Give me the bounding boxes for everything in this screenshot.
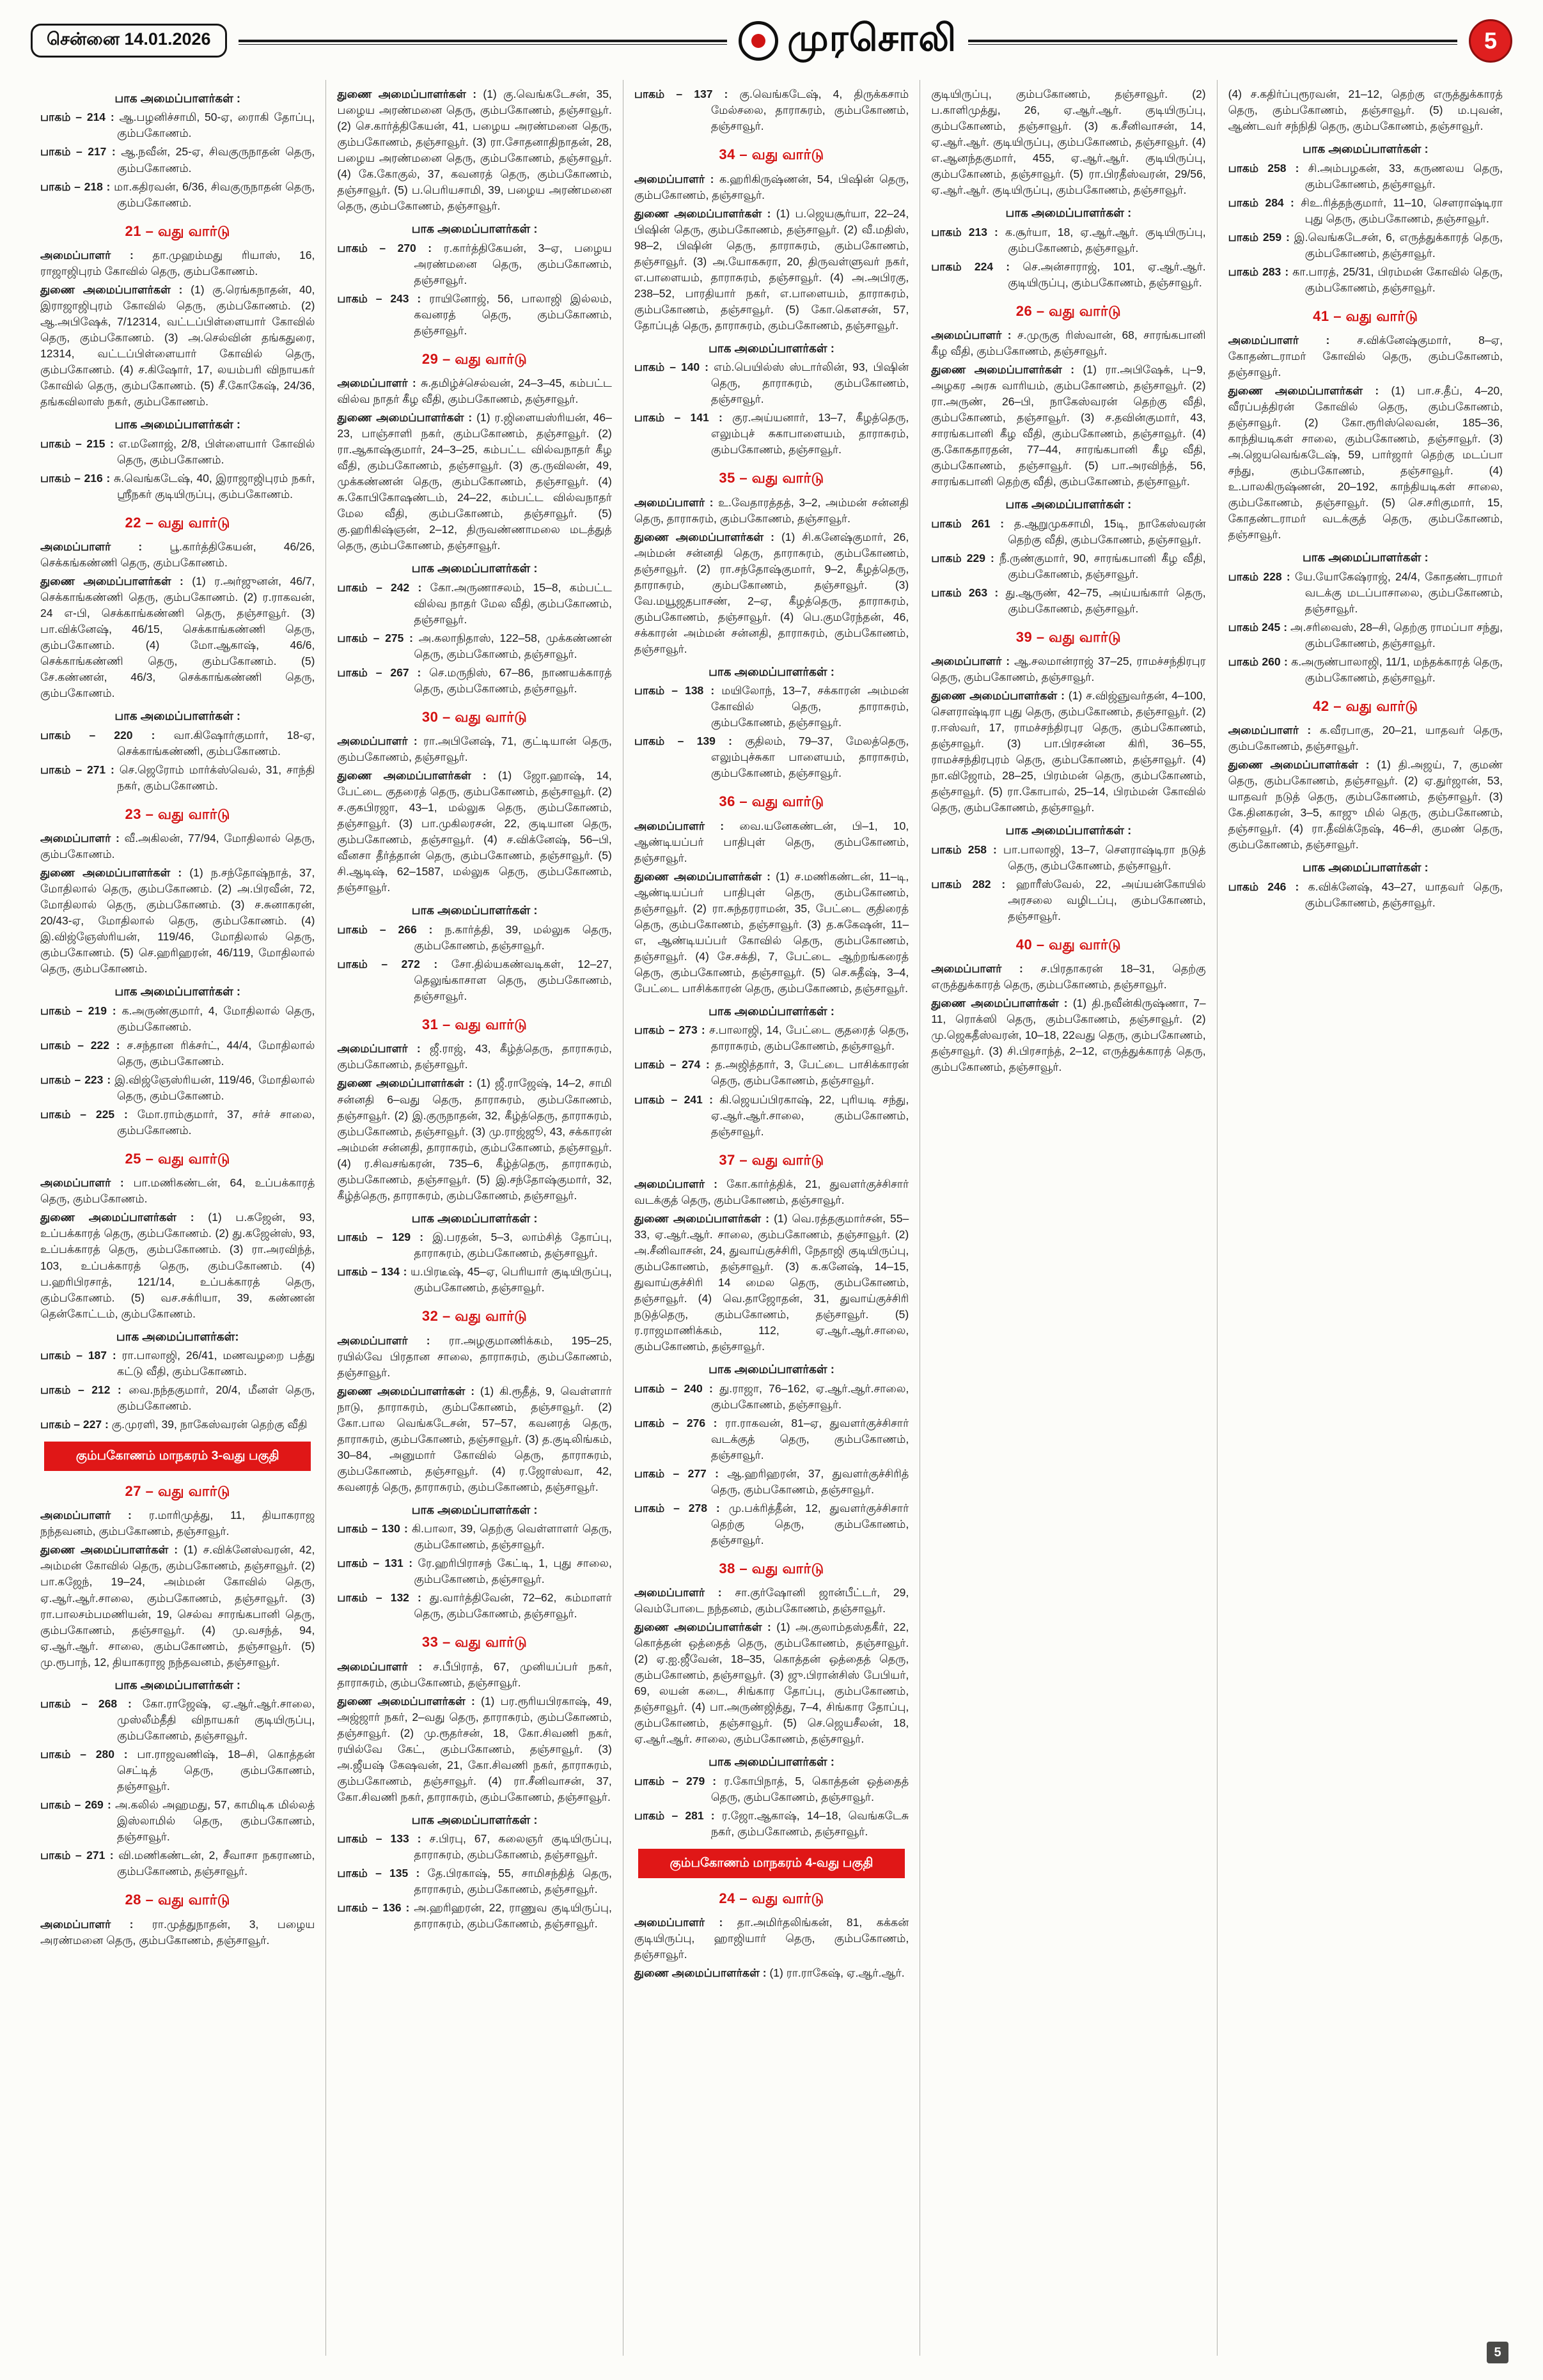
role-label: பாகம் – 219 : [40, 1004, 122, 1017]
header-rule-left [239, 40, 728, 42]
section-subhead: பாக அமைப்பாளர்கள் : [1302, 550, 1429, 564]
role-paragraph: துணை அமைப்பாளர்கள் : (1) ஜோ.ஹாஷ், 14, பேட்டை குதரைத் தெரு, கும்பகோணம், தஞ்சாவூர். (2) ச.குகபிரஜா, 43–1, மல்லுக தெரு, கும்பகோணம், தஞ்சாவூர். (3) பா.முகிலரசன், 22, குடியான தெரு, கும்பகோணம், தஞ்சாவூர். (4) ச.விக்னேஷ், 56–பி, வீனசா தீர்த்தான் தெரு, கும்பகோணம், தஞ்சாவூர். (5) சி.ஆடிஷ், 62–1587, மல்லுக தெரு, கும்பகோணம், தஞ்சாவூர். [337, 769, 612, 894]
role-label: துணை அமைப்பாளர்கள் : [337, 769, 498, 782]
role-label: பாகம் – 268 : [40, 1697, 143, 1711]
role-label: பாகம் 213 : [931, 225, 1005, 238]
role-paragraph: துணை அமைப்பாளர்கள் : (1) ப.கஜேன், 93, உப்பக்காரத் தெரு, கும்பகோணம். (2) து.கஜேன்ஸ், 93, உப்பக்காரத் தெரு, கும்பகோணம். (3) ரா.அரவிந்த், 103, உப்பக்காரத் தெரு, கும்பகோணம். (4) ப.ஹரிபிரசாத், 121/14, உப்பக்காரத் தெரு, கும்பகோணம். (5) வச.சக்ரியா, 39, கண்ணன் தென்கோட்டம், கும்பகோணம். [40, 1211, 315, 1320]
role-label: பாகம் – 222 : [40, 1038, 127, 1052]
role-label: அமைப்பாளர் : [40, 540, 170, 554]
role-label: பாகம் – 270 : [337, 241, 444, 254]
role-paragraph: அமைப்பாளர் : பா.மணிகண்டன், 64, உப்பக்காரத் தெரு, கும்பகோணம். [40, 1176, 315, 1206]
role-paragraph: துணை அமைப்பாளர்கள் : (1) தி.அஜய், 7, குமண் தெரு, கும்பகோணம், தஞ்சாவூர். (2) ஏ.துர்ஜான், 53, யாதவர் நடுத் தெரு, கும்பகோணம், தஞ்சாவூர். (3) கே.தினகரன், 3–5, காஜு மில் தெரு, கும்பகோணம், தஞ்சாவூர். (4) ரா.தீவிக்நேஷ், 46–சி, குமண் தெரு, கும்பகோணம், தஞ்சாவூர். [1228, 758, 1503, 852]
part-entry: பாகம் – 272 : சோ.தில்யகண்வடிகள், 12–27, தெலுங்காசாள தெரு, கும்பகோணம், தஞ்சாவூர். [337, 957, 612, 1002]
part-entry: பாகம் – 217 : ஆ.நவீன், 25-ஏ, சிவகுருநாதன் தெரு, கும்பகோணம். [40, 145, 315, 175]
role-label: அமைப்பாளர் : [337, 1042, 430, 1055]
part-entry: பாகம் 258 : சி.அம்பழகன், 33, கருணலய தெரு, கும்பகோணம், தஞ்சாவூர். [1228, 161, 1503, 191]
part-entry: பாகம் – 276 : ரா.ராகவன், 81–ஏ, துவளர்குச்சிசார் வடக்குத் தெரு, கும்பகோணம், தஞ்சாவூர். [634, 1416, 909, 1461]
part-entry: பாகம் 224 : செ.அன்சாராஜ், 101, ஏ.ஆர்.ஆர். குடியிருப்பு, கும்பகோணம், தஞ்சாவூர். [931, 260, 1206, 289]
role-label: துணை அமைப்பாளர்கள் : [40, 1211, 208, 1224]
role-label: பாகம் – 215 : [40, 437, 119, 450]
part-entry: பாகம் 282 : ஹாரீஸ்வேல், 22, அய்யன்கோயில் அரசலை வழிடப்பு, கும்பகோணம், தஞ்சாவூர். [931, 877, 1206, 922]
role-label: துணை அமைப்பாளர்கள் : [40, 283, 191, 297]
ward-heading: 23 – வது வார்டு [125, 805, 230, 822]
part-entry: பாகம் 283 : கா.பாரத், 25/31, பிரம்மன் கோவில் தெரு, கும்பகோணம், தஞ்சாவூர். [1228, 265, 1503, 294]
role-paragraph: அமைப்பாளர் : வீ.அகிலன், 77/94, மோதிலால் தெரு, கும்பகோணம். [40, 832, 315, 861]
footer-page-number: 5 [1487, 2342, 1508, 2363]
role-label: பாகம் – 187 : [40, 1349, 122, 1362]
section-subhead: பாக அமைப்பாளர்கள் : [709, 664, 834, 678]
section-subhead: பாக அமைப்பாளர்கள் : [114, 417, 241, 432]
masthead [0, 0, 1543, 71]
part-entry: பாகம் – 280 : பா.ராஜவணிஷ், 18–சி, கொத்தன் செட்டித் தெரு, கும்பகோணம், தஞ்சாவூர். [40, 1748, 315, 1793]
role-label: துணை அமைப்பாளர்கள் : [634, 1621, 777, 1634]
role-label: பாகம் – 240 : [634, 1381, 720, 1395]
role-paragraph: துணை அமைப்பாளர்கள் : (1) வெ.ரத்தகுமார்சன், 55–33, ஏ.ஆர்.ஆர். சாலை, கும்பகோணம், தஞ்சாவூர். (2) அ.சீனிவாசன், 24, துவாய்குச்சிரி, நேதாஜி குடியிருப்பு, கும்பகோணம், தஞ்சாவூர். (3) க.கனேஷ், 14–15, துவாய்குச்சிரி 14 மைல தெரு, கும்பகோணம், தஞ்சாவூர். (4) வெ.தாஜோதன், 31, துவாய்குச்சிரி நடுத்தெரு, கும்பகோணம், தஞ்சாவூர். (5) ர.ராஜமாணிக்கம், 112, ஏ.ஆர்.ஆர்.சாலை, கும்பகோணம், தஞ்சாவூர். [634, 1212, 909, 1353]
role-label: அமைப்பாளர் : [1228, 334, 1358, 347]
role-label: துணை அமைப்பாளர்கள் : [337, 411, 477, 424]
part-entry: பாகம் – 279 : ர.கோபிநாத், 5, கொத்தன் ஒத்தைத் தெரு, கும்பகோணம், தஞ்சாவூர். [634, 1774, 909, 1803]
role-paragraph: துணை அமைப்பாளர்கள் : (1) ச.மணிகண்டன், 11–டி, ஆண்டியப்பர் பாதிபுள் தெரு, கும்பகோணம், தஞ்சாவூர். (2) ரா.சுந்தரராமன், 35, பேட்டை குதிரைத் தெரு, கும்பகோணம், தஞ்சாவூர். (3) த.சுகேஷன், 11–எ, ஆண்டியப்பர் கோவில் தெரு, கும்பகோணம், தஞ்சாவூர். (4) சே.சக்தி, 7, பேட்டை ஆற்றங்கரைத் தெரு, கும்பகோணம், தஞ்சாவூர். (5) செ.சுதீஷ், 3–4, பேட்டை பாசிக்காரன் தெரு, கும்பகோணம், தஞ்சாவூர். [634, 869, 909, 995]
ward-heading: 36 – வது வார்டு [719, 793, 824, 810]
role-label: பாகம் – 131 : [337, 1557, 418, 1570]
role-label: துணை அமைப்பாளர்கள் : [634, 1966, 770, 1980]
ward-heading: 28 – வது வார்டு [125, 1892, 230, 1908]
role-label: பாகம் – 135 : [337, 1867, 428, 1880]
brand [739, 17, 957, 65]
role-paragraph: துணை அமைப்பாளர்கள் : (1) ப.ஜெயசூர்யா, 22–24, பிஷின் தெரு, கும்பகோணம், தஞ்சாவூர். (2) வீ.மதிஸ், 98–2, பிஷின் தெரு, தாராசுரம், கும்பகோணம், தஞ்சாவூர். (3) அ.யோகசுரா, 20, திருவள்ளுவர் நகர், எ.பாளையம், தாராசுரம், தஞ்சாவூர். (4) அ.அபிரகு, 238–52, பாரதியார் நகர், எ.பாளையம், தாராசுரம், கும்பகோணம், தஞ்சாவூர். (5) கோ.கௌசன், 57, தோப்புத் தெரு, தாராசுரம், கும்பகோணம், தஞ்சாவூர். [634, 206, 909, 332]
part-entry: பாகம் – 133 : ச.பிரபு, 67, கலைஞர் குடியிருப்பு, தாராசுரம், கும்பகோணம், தஞ்சாவூர். [337, 1832, 612, 1862]
role-paragraph: அமைப்பாளர் : தா.முஹம்மது ரியாஸ், 16, ராஜாஜிபுரம் கோவில் தெரு, கும்பகோணம். [40, 249, 315, 278]
section-subhead: பாக அமைப்பாளர்கள் : [411, 1812, 538, 1826]
role-label: அமைப்பாளர் : [634, 819, 740, 832]
role-label: அமைப்பாளர் : [337, 735, 423, 748]
section-subhead: பாக அமைப்பாளர்கள் : [411, 903, 538, 917]
role-label: பாகம் – 223 : [40, 1073, 115, 1086]
part-entry: பாகம் – 219 : க.அருண்குமார், 4, மோதிலால் தெரு, கும்பகோணம். [40, 1004, 315, 1033]
part-entry: பாகம் – 278 : மு.பக்ரித்தீன், 12, துவளர்குச்சிசார் தெற்கு தெரு, கும்பகோணம், தஞ்சாவூர். [634, 1501, 909, 1546]
part-entry: பாகம் – 275 : அ.கலாநிதாஸ், 122–58, முக்கண்ணன் தெரு, கும்பகோணம், தஞ்சாவூர். [337, 631, 612, 660]
role-paragraph: துணை அமைப்பாளர்கள் : (1) கி.ரூதீத், 9, வெள்ளார் நாடு, தாராசுரம், கும்பகோணம், தஞ்சாவூர். (2) கோ.பால வெங்கடேசன், 57–57, கவனரத் தெரு, தாராசுரம், கும்பகோணம், தஞ்சாவூர். (3) த.குடிலிங்கம், 30–84, அனுமார் கோவில் தெரு, தாராசுரம், கும்பகோணம், தஞ்சாவூர். (4) ர.ஜோஸ்வா, 42, கவனரத் தெரு, தாராசுரம், கும்பகோணம், தஞ்சாவூர். [337, 1384, 612, 1493]
role-label: பாகம் 263 : [931, 586, 1006, 599]
section-subhead: பாக அமைப்பாளர்கள் : [709, 1362, 834, 1376]
section-subhead: பாக அமைப்பாளர்கள் : [709, 341, 834, 355]
role-paragraph: அமைப்பாளர் : ர.மாரிமுத்து, 11, தியாகராஜ நந்தவனம், கும்பகோணம், தஞ்சாவூர். [40, 1509, 315, 1538]
role-label: துணை அமைப்பாளர்கள் : [634, 206, 776, 220]
continuation-paragraph: (4) ச.கதிர்ப்புரூரவன், 21–12, தெற்கு எருத்துக்காரத் தெரு, கும்பகோணம், தஞ்சாவூர். (5) ம.புவன், ஆண்டவர் சந்நிதி தெரு, கும்பகோணம், தஞ்சாவூர். [1228, 88, 1503, 133]
section-subhead: பாக அமைப்பாளர்கள் : [1302, 860, 1429, 875]
role-label: பாகம் – 137 : [634, 88, 740, 100]
ward-heading: 25 – வது வார்டு [125, 1150, 230, 1167]
role-label: துணை அமைப்பாளர்கள் : [634, 869, 776, 883]
role-label: பாகம் – 277 : [634, 1466, 728, 1480]
part-entry: பாகம் – 271 : வி.மணிகண்டன், 2, சீவாசா நகராணம், கும்பகோணம், தஞ்சாவூர். [40, 1849, 315, 1878]
role-label: அமைப்பாளர் : [40, 832, 125, 845]
role-label: அமைப்பாளர் : [634, 1586, 735, 1599]
role-paragraph: துணை அமைப்பாளர்கள் : (1) சி.கனேஷ்குமார், 26, அம்மன் சன்னதி தெரு, தாராசுரம், கும்பகோணம், தஞ்சாவூர். (2) ரா.சந்தோஷ்குமார், 9–2, கீழத்தெரு, தாராசுரம், கும்பகோணம், தஞ்சாவூர். (3) வே.மயூஜதபாசண், 2–ஏ, கீழத்தெரு, தாராசுரம், கும்பகோணம், தஞ்சாவூர். (4) பெ.குமரேந்தன், 46, சக்காரன் அம்மன் சன்னதி, தாராசுரம், கும்பகோணம், தஞ்சாவூர். [634, 530, 909, 655]
role-label: பாகம் – 129 : [337, 1231, 433, 1244]
role-paragraph: அமைப்பாளர் : ரா.முத்துநாதன், 3, பழைய அரண்மனை தெரு, கும்பகோணம், தஞ்சாவூர். [40, 1917, 315, 1947]
role-label: பாகம் – 214 : [40, 111, 120, 124]
part-entry: பாகம் – 216 : சு.வெங்கடேஷ், 40, இராஜாஜிபுரம் நகர், ஸ்ரீநகர் குடியிருப்பு, கும்பகோணம். [40, 471, 315, 501]
column-1 [29, 80, 325, 2356]
section-subhead: பாக அமைப்பாளர்கள் : [709, 1755, 834, 1769]
part-entry: பாகம் 213 : க.சூர்யா, 18, ஏ.ஆர்.ஆர். குடியிருப்பு, கும்பகோணம், தஞ்சாவூர். [931, 225, 1206, 254]
role-label: துணை அமைப்பாளர்கள் : [337, 1384, 480, 1397]
role-paragraph: அமைப்பாளர் : ச.பீபிராத், 67, முனியப்பர் நகர், தாராசுரம், கும்பகோணம், தஞ்சாவூர். [337, 1660, 612, 1689]
role-label: அமைப்பாளர் : [634, 1178, 727, 1190]
role-paragraph: துணை அமைப்பாளர்கள் : (1) ர.அர்ஜுனன், 46/7, செக்காங்கண்ணி தெரு, கும்பகோணம். (2) ர.ராகவன், 24 எ-பி, செக்காங்கண்ணி தெரு, தஞ்சாவூர். (3) பா.விக்னேஷ், 46/15, செக்காங்கண்ணி தெரு, கும்பகோணம். (4) மோ.ஆகாஷ், 46/6, செக்காங்கண்ணி தெரு, கும்பகோணம். (5) சே.கண்ணன், 46/3, செக்காங்கண்ணி தெரு, கும்பகோணம். [40, 575, 315, 700]
role-paragraph: அமைப்பாளர் : ஜீ.ராஜ், 43, கீழ்த்தெரு, தாராசுரம், கும்பகோணம், தஞ்சாவூர். [337, 1042, 612, 1071]
part-entry: பாகம் – 129 : இ.பரதன், 5–3, லாம்சித் தோப்பு, தாராசுரம், கும்பகோணம், தஞ்சாவூர். [337, 1231, 612, 1260]
role-paragraph: அமைப்பாளர் : க.ஹரிகிருஷ்ணன், 54, பிஷின் தெரு, கும்பகோணம், தஞ்சாவூர். [634, 172, 909, 201]
ward-heading: 31 – வது வார்டு [421, 1016, 528, 1032]
role-paragraph: துணை அமைப்பாளர்கள் : (1) ஜீ.ராஜேஷ், 14–2, சாமி சன்னதி 6–வது தெரு, தாராசுரம், கும்பகோணம், தஞ்சாவூர். (2) இ.குருநாதன், 32, கீழ்த்தெரு, தாராசுரம், கும்பகோணம், தஞ்சாவூர். (3) மு.ராஜ்ஜூ, 43, சக்காரன் அம்மன் சன்னதி, தாராசுரம், கும்பகோணம், தஞ்சாவூர். (4) ர.சிவசங்கரன், 735–6, கீழ்த்தெரு, தாராசுரம், கும்பகோணம், தஞ்சாவூர். (5) இ.சந்தோஷ்குமார், 32, கீழ்த்தெரு, தாராசுரம், கும்பகோணம், தஞ்சாவூர். [337, 1077, 612, 1202]
role-paragraph: அமைப்பாளர் : ரா.அழகுமாணிக்கம், 195–25, ரயில்வே பிரதான சாலை, தாராசுரம், கும்பகோணம், தஞ்சாவூர். [337, 1334, 612, 1379]
role-label: துணை அமைப்பாளர்கள் : [634, 1212, 774, 1225]
role-label: பாகம் 284 : [1228, 196, 1301, 209]
role-paragraph: அமைப்பாளர் : ரா.அபினேஷ், 71, குட்டியான் தெரு, கும்பகோணம், தஞ்சாவூர். [337, 735, 612, 764]
role-label: அமைப்பாளர் : [40, 249, 153, 261]
role-label: பாகம் – 218 : [40, 180, 114, 193]
role-label: அமைப்பாளர் : [337, 377, 421, 390]
role-label: அமைப்பாளர் : [337, 1334, 449, 1347]
section-subhead: பாக அமைப்பாளர்கள் : [114, 984, 241, 999]
ward-heading: 22 – வது வார்டு [125, 514, 230, 531]
part-entry: பாகம் – 140 : எம்.பெயில்ஸ் ஸ்டார்லின், 93, பிஷின் தெரு, தாராசுரம், கும்பகோணம், தஞ்சாவூர். [634, 361, 909, 406]
role-label: பாகம் – 279 : [634, 1774, 725, 1787]
ward-heading: 33 – வது வார்டு [421, 1634, 528, 1651]
part-entry: பாகம் 228 : யே.யோகேஷ்ராஜ், 24/4, கோதண்டராமர் வடக்கு மடப்பாசாலை, கும்பகோணம், தஞ்சாவூர். [1228, 570, 1503, 615]
part-entry: பாகம் – 271 : செ.ஜெரோம் மார்க்ஸ்வெல், 31, சாந்தி நகர், கும்பகோணம். [40, 763, 315, 792]
role-label: துணை அமைப்பாளர்கள் : [337, 1077, 477, 1090]
part-entry: பாகம் – 223 : இ.விஜ்ஞேஸ்ரியன், 119/46, மோதிலால் தெரு, கும்பகோணம். [40, 1073, 315, 1102]
page-number-badge: 5 [1469, 19, 1512, 63]
role-label: பாகம் – 267 : [337, 665, 430, 679]
part-entry: பாகம் – 281 : ர.ஜோ.ஆகாஷ், 14–18, வெங்கடேசு நகர், கும்பகோணம், தஞ்சாவூர். [634, 1808, 909, 1838]
section-banner: கும்பகோணம் மாநகரம் 4-வது பகுதி [638, 1849, 905, 1878]
role-label: பாகம் – 134 : [337, 1265, 411, 1279]
role-label: பாகம் – 273 : [634, 1023, 710, 1037]
section-subhead: பாக அமைப்பாளர்கள் : [114, 91, 241, 105]
role-label: துணை அமைப்பாளர்கள் : [931, 997, 1073, 1010]
part-entry: பாகம் 284 : சிஉ.ரித்தந்குமார், 11–10, சௌராஷ்டிரா புது தெரு, கும்பகோணம், தஞ்சாவூர். [1228, 196, 1503, 225]
part-entry: பாகம் 259 : இ.வெங்கடேசன், 6, எருத்துக்காரத் தெரு, கும்பகோணம், தஞ்சாவூர். [1228, 230, 1503, 260]
role-label: அமைப்பாளர் : [931, 655, 1014, 668]
column-2 [325, 80, 622, 2356]
part-entry: பாகம் – 132 : து.வார்த்திவேன், 72–62, கம்மாளர் தெரு, கும்பகோணம், தஞ்சாவூர். [337, 1591, 612, 1621]
part-entry: பாகம் – 270 : ர.கார்த்திகேயன், 3–ஏ, பழைய அரண்மனை தெரு, கும்பகோணம், தஞ்சாவூர். [337, 241, 612, 286]
part-entry: பாகம் – 274 : த.அஜித்தார், 3, பேட்டை பாசிக்காரன் தெரு, கும்பகோணம், தஞ்சாவூர். [634, 1058, 909, 1087]
section-banner: கும்பகோணம் மாநகரம் 3-வது பகுதி [44, 1442, 311, 1471]
role-label: பாகம் – 138 : [634, 684, 722, 697]
part-entry: பாகம் – 135 : தே.பிரகாஷ், 55, சாமிசந்தித் தெரு, தாராசுரம், கும்பகோணம், தஞ்சாவூர். [337, 1867, 612, 1896]
role-label: பாகம் 228 : [1228, 570, 1296, 583]
role-label: அமைப்பாளர் : [634, 172, 719, 185]
role-label: பாகம் – 212 : [40, 1383, 129, 1397]
column-4 [920, 80, 1216, 2356]
part-entry: பாகம் – 242 : கோ.அருணாசலம், 15–8, கம்பட்ட வில்வ நாதர் மேல வீதி, கும்பகோணம், தஞ்சாவூர். [337, 580, 612, 626]
ward-heading: 26 – வது வார்டு [1015, 302, 1122, 319]
dateline: சென்னை 14.01.2026 [31, 24, 227, 58]
role-label: துணை அமைப்பாளர்கள் : [1228, 384, 1391, 398]
masthead-emblem-icon [739, 21, 778, 61]
section-subhead: பாக அமைப்பாளர்கள்: [116, 1329, 239, 1343]
part-entry: பாகம் – 240 : து.ராஜா, 76–162, ஏ.ஆர்.ஆர்.சாலை, கும்பகோணம், தஞ்சாவூர். [634, 1381, 909, 1411]
role-paragraph: அமைப்பாளர் : பூ.கார்த்திகேயன், 46/26, செக்கங்கண்ணி தெரு, கும்பகோணம். [40, 540, 315, 570]
role-label: பாகம் 260 : [1228, 655, 1292, 668]
part-entry: பாகம் – 225 : மோ.ராம்குமார், 37, சர்ச் சாலை, கும்பகோணம். [40, 1107, 315, 1137]
role-label: பாகம் – 220 : [40, 728, 174, 742]
role-label: அமைப்பாளர் : [1228, 724, 1320, 737]
role-label: பாகம் 261 : [931, 517, 1014, 530]
role-label: பாகம் 282 : [931, 877, 1017, 891]
role-label: அமைப்பாளர் : [634, 1916, 737, 1929]
ward-heading: 42 – வது வார்டு [1313, 697, 1418, 714]
part-entry: பாகம் 263 : து.ஆருண், 42–75, அய்யங்கார் தெரு, கும்பகோணம், தஞ்சாவூர். [931, 586, 1206, 615]
role-label: அமைப்பாளர் : [40, 1509, 149, 1522]
role-label: அமைப்பாளர் : [40, 1917, 152, 1931]
role-paragraph: அமைப்பாளர் : ச.முருகு ரிஸ்வான், 68, சாரங்கபானி கீழ வீதி, கும்பகோணம், தஞ்சாவூர். [931, 329, 1206, 358]
role-label: பாகம் – 278 : [634, 1501, 729, 1514]
role-paragraph: அமைப்பாளர் : சா.குர்ஷோனி ஜான்பீட்டர், 29, வெம்போடை நந்தனம், கும்பகோணம், தஞ்சாவூர். [634, 1586, 909, 1615]
column-5 [1217, 80, 1514, 2356]
role-paragraph: துணை அமைப்பாளர்கள் : (1) ச.விக்னேஸ்வரன், 42, அம்மன் கோவில் தெரு, கும்பகோணம், தஞ்சாவூர். (2) பா.கஜேந், 19–24, அம்மன் கோவில் தெரு, ஏ.ஆர்.ஆர்.சாலை, கும்பகோணம், தஞ்சாவூர். (3) ரா.பாலசம்பமணியன், 19, செல்வ சாரங்கபானி தெரு, கும்பகோணம், தஞ்சாவூர். (4) மு.வசந்த், 94, ஏ.ஆர்.ஆர். சாலை, கும்பகோணம், தஞ்சாவூர். (5) மு.ரூபாந், 12, தியாகராஜ நந்தவனம், தஞ்சாவூர். [40, 1543, 315, 1668]
role-label: பாகம் – 225 : [40, 1107, 137, 1121]
role-label: பாகம் – 139 : [634, 735, 746, 748]
part-entry: பாகம் – 267 : செ.மருநிஸ், 67–86, நாணயக்காரத் தெரு, கும்பகோணம், தஞ்சாவூர். [337, 665, 612, 695]
role-paragraph: அமைப்பாளர் : ச.விக்னேஷ்குமார், 8–ஏ, கோதண்டராமர் கோவில் தெரு, கும்பகோணம், தஞ்சாவூர். [1228, 334, 1503, 379]
role-label: பாகம் – 133 : [337, 1832, 430, 1846]
role-label: துணை அமைப்பாளர்கள் : [40, 866, 190, 880]
section-subhead: பாக அமைப்பாளர்கள் : [1005, 823, 1132, 837]
role-paragraph: அமைப்பாளர் : ஆ.சலமான்ராஜ் 37–25, ராமச்சந்திரபுர தெரு, கும்பகோணம், தஞ்சாவூர். [931, 655, 1206, 684]
part-entry: பாகம் – 214 : ஆ.பழனிச்சாமி, 50-ஏ, ரைாகி தோப்பு, கும்பகோணம். [40, 111, 315, 140]
section-subhead: பாக அமைப்பாளர்கள் : [114, 1677, 241, 1692]
ward-heading: 21 – வது வார்டு [125, 222, 230, 239]
role-paragraph: அமைப்பாளர் : கோ.கார்த்திக், 21, துவளர்குச்சிசார் வடக்குத் தெரு, கும்பகோணம், தஞ்சாவூர். [634, 1178, 909, 1207]
part-entry: பாகம் – 269 : அ.கலில் அஹமது, 57, காமிடிக மில்லத் இஸ்லாமில் தெரு, கும்பகோணம், தஞ்சாவூர். [40, 1798, 315, 1844]
part-entry: பாகம் – 138 : மயிலோந், 13–7, சக்காரன் அம்மன் கோவில் தெரு, தாராசுரம், கும்பகோணம், தஞ்சாவூர். [634, 684, 909, 729]
role-label: பாகம் – 132 : [337, 1591, 430, 1605]
ward-heading: 32 – வது வார்டு [421, 1308, 528, 1325]
ward-heading: 29 – வது வார்டு [421, 350, 528, 367]
part-entry: பாகம் 258 : பா.பாலாஜி, 13–7, சௌராஷ்டிரா நடுத் தெரு, கும்பகோணம், தஞ்சாவூர். [931, 843, 1206, 872]
role-label: பாகம் 259 : [1228, 230, 1294, 244]
ward-heading: 35 – வது வார்டு [719, 470, 824, 486]
part-entry: பாகம் – 243 : ராயினோஜ், 56, பாலாஜி இல்லம், கவனரத் தெரு, கும்பகோணம், தஞ்சாவூர். [337, 292, 612, 337]
role-label: பாகம் 258 : [1228, 161, 1308, 175]
role-label: பாகம் – 269 : [40, 1798, 116, 1812]
role-label: பாகம் 229 : [931, 551, 999, 564]
role-paragraph: அமைப்பாளர் : க.வீரபாகு, 20–21, யாதவர் தெரு, கும்பகோணம், தஞ்சாவூர். [1228, 724, 1503, 753]
content-columns [0, 71, 1543, 2356]
role-label: பாகம் – 241 : [634, 1093, 720, 1106]
role-label: பாகம் – 242 : [337, 580, 430, 594]
ward-heading: 24 – வது வார்டு [719, 1890, 824, 1906]
part-entry: பாகம் – 187 : ரா.பாலாஜி, 26/41, மணவழறை பத்து கட்டு வீதி, கும்பகோணம். [40, 1349, 315, 1378]
part-entry: பாகம் – 241 : கி.ஜெயப்பிரகாஷ், 22, புரியடி சந்து, ஏ.ஆர்.ஆர்.சாலை, கும்பகோணம், தஞ்சாவூர். [634, 1093, 909, 1138]
masthead-title: முரசொலி [787, 17, 957, 59]
role-label: பாகம் – 136 : [337, 1901, 414, 1915]
role-label: பாகம் – 272 : [337, 957, 451, 970]
part-entry: பாகம் – 227 : கு.முரளி, 39, நாகேஸ்வரன் தெற்கு வீதி [40, 1418, 308, 1431]
part-entry: பாகம் – 134 : ய.பிரடீஷ், 45–ஏ, பெரியார் குடியிருப்பு, கும்பகோணம், தஞ்சாவூர். [337, 1265, 612, 1295]
part-entry: பாகம் 260 : க.அருண்பாலாஜி, 11/1, மந்தக்காரத் தெரு, கும்பகோணம், தஞ்சாவூர். [1228, 655, 1503, 684]
role-label: பாகம் – 271 : [40, 763, 120, 776]
section-subhead: பாக அமைப்பாளர்கள் : [114, 709, 241, 723]
role-label: துணை அமைப்பாளர்கள் : [931, 689, 1069, 703]
section-subhead: பாக அமைப்பாளர்கள் : [1005, 497, 1132, 511]
role-label: பாகம் – 281 : [634, 1808, 722, 1822]
ward-heading: 38 – வது வார்டு [719, 1560, 824, 1576]
ward-heading: 30 – வது வார்டு [421, 708, 528, 725]
part-entry: பாகம் – 222 : ச.சந்தான ரிக்சர்ட், 44/4, மோதிலால் தெரு, கும்பகோணம். [40, 1038, 315, 1068]
continuation-paragraph: குடியிருப்பு, கும்பகோணம், தஞ்சாவூர். (2) ப.காளிமுத்து, 26, ஏ.ஆர்.ஆர். குடியிருப்பு, கும்பகோணம், தஞ்சாவூர். (3) க.சீனிவாசன், 14, ஏ.ஆர்.ஆர். குடியிருப்பு, கும்பகோணம், தஞ்சாவூர். (4) எ.ஆனந்தகுமார், 455, ஏ.ஆர்.ஆர். குடியிருப்பு, கும்பகோணம், தஞ்சாவூர். (5) ரா.பிரதீஸ்வரன், 29/56, ஏ.ஆர்.ஆர். குடியிருப்பு, கும்பகோணம், தஞ்சாவூர். [931, 88, 1206, 197]
role-label: பாகம் – 217 : [40, 145, 121, 159]
role-paragraph: துணை அமைப்பாளர்கள் : (1) ச.விஜ்ஞுவர்தன், 4–100, சௌராஷ்டிரா புது தெரு, கும்பகோணம், தஞ்சாவூர். (2) ர.ஈஸ்வர், 17, ராமச்சந்திரபுர தெரு, கும்பகோணம், தஞ்சாவூர். (3) பா.பிரசன்ன கிரி, 36–55, ராமச்சந்திரபுரம் தெரு, கும்பகோணம், தஞ்சாவூர். (4) நா.விஜோம், 28–25, பிரம்மன் தெரு, கும்பகோணம், தஞ்சாவூர். (5) ரா.கோபால், 25–14, பிரம்மன் கோவில் தெரு, கும்பகோணம், தஞ்சாவூர். [931, 689, 1206, 814]
part-entry: பாகம் – 266 : ந.கார்த்தி, 39, மல்லுக தெரு, கும்பகோணம், தஞ்சாவூர். [337, 922, 612, 952]
role-label: அமைப்பாளர் : [634, 495, 719, 509]
role-label: பாகம் 258 : [931, 843, 1003, 856]
role-label: அமைப்பாளர் : [931, 329, 1017, 342]
section-subhead: பாக அமைப்பாளர்கள் : [411, 222, 538, 236]
role-label: பாகம் 224 : [931, 260, 1023, 273]
role-paragraph: அமைப்பாளர் : உ.வேதாரத்தத், 3–2, அம்மன் சன்னதி தெரு, தாராசுரம், கும்பகோணம், தஞ்சாவூர். [634, 495, 909, 525]
part-entry: பாகம் – 268 : கோ.ராஜேஷ், ஏ.ஆர்.ஆர்.சாலை, முஸ்லீம்தீதி விநாயகர் குடியிருப்பு, கும்பகோணம், தஞ்சாவூர். [40, 1697, 315, 1743]
role-label: அமைப்பாளர் : [337, 1660, 434, 1673]
ward-heading: 34 – வது வார்டு [719, 146, 824, 163]
section-subhead: பாக அமைப்பாளர்கள் : [411, 1502, 538, 1516]
part-entry: பாகம் – 220 : வா.கிஷோர்குமார், 18-ஏ, செக்காங்கண்ணி, கும்பகோணம். [40, 728, 315, 758]
ward-heading: 41 – வது வார்டு [1313, 307, 1418, 324]
role-label: பாகம் – 271 : [40, 1849, 119, 1862]
section-subhead: பாக அமைப்பாளர்கள் : [411, 1211, 538, 1225]
part-entry: பாகம் 229 : நீ.ருண்குமார், 90, சாரங்கபானி கீழ வீதி, கும்பகோணம், தஞ்சாவூர். [931, 551, 1206, 580]
part-entry: பாகம் 245 : அ.சரிவைஸ், 28–சி, தெற்கு ராமப்பா சந்து, கும்பகோணம், தஞ்சாவூர். [1228, 620, 1503, 649]
ward-heading: 37 – வது வார்டு [719, 1151, 824, 1168]
part-entry: பாகம் – 139 : குதிலம், 79–37, மேலத்தெரு, எலும்புச்சுகா பாளையம், தாராசுரம், கும்பகோணம், தஞ்சாவூர். [634, 735, 909, 780]
role-label: பாகம் – 227 : [40, 1418, 112, 1431]
role-paragraph: துணை அமைப்பாளர்கள் : (1) பா.ச.தீப், 4–20, வீரப்பத்திரன் கோவில் தெரு, கும்பகோணம், தஞ்சாவூர். (2) கோ.ரூரிஸ்லெவன், 185–36, காந்தியடிகள் சாலை, கும்பகோணம், தஞ்சாவூர். (3) அ.ஜெயவெங்கடேஷ், 59, பார்ஜார் தெற்கு மடப்பா சந்து, கும்பகோணம், தஞ்சாவூர். (4) உ.பாலகிருஷ்ணன், 20–192, காந்தியடிகள் சாலை, கும்பகோணம், தஞ்சாவூர். (5) செ.சரிகுமார், 15, கோதண்டராமர் வடக்குத் தெரு, கும்பகோணம், தஞ்சாவூர். [1228, 384, 1503, 541]
part-entry: பாகம் – 131 : ரே.ஹரிபிராசந் கேட்டி, 1, புது சாலை, கும்பகோணம், தஞ்சாவூர். [337, 1557, 612, 1586]
role-paragraph: துணை அமைப்பாளர்கள் : (1) அ.குலாம்தஸ்தகீர், 22, கொத்தன் ஒத்தைத் தெரு, கும்பகோணம், தஞ்சாவூர். (2) ஏ.ஐ.ஜீவேன், 18–35, கொத்தன் ஒத்தைத் தெரு, கும்பகோணம், தஞ்சாவூர். (3) ஜு.பிரான்சிஸ் பேபியர், 69, லயன் கடை, சிங்கார தோப்பு, கும்பகோணம், தஞ்சாவூர். (4) பா.அருண்ஜித்து, 7–4, சிங்கார தோப்பு, கும்பகோணம், தஞ்சாவூர். (5) செ.ஜெயசீலன், 18, ஏ.ஆர்.ஆர். சாலை, கும்பகோணம், தஞ்சாவூர். [634, 1621, 909, 1746]
role-label: துணை அமைப்பாளர்கள் : [634, 530, 781, 543]
role-paragraph: அமைப்பாளர் : வை.யனேகண்டன், பி–1, 10, ஆண்டியப்பர் பாதிபுள் தெரு, கும்பகோணம், தஞ்சாவூர். [634, 819, 909, 864]
role-label: பாகம் – 141 : [634, 411, 733, 424]
section-subhead: பாக அமைப்பாளர்கள் : [411, 561, 538, 575]
role-label: துணை அமைப்பாளர்கள் : [337, 88, 483, 100]
role-label: பாகம் – 274 : [634, 1058, 716, 1071]
role-label: அமைப்பாளர் : [931, 962, 1041, 976]
role-label: பாகம் – 130 : [337, 1522, 412, 1536]
role-label: பாகம் – 140 : [634, 361, 714, 374]
role-paragraph: துணை அமைப்பாளர்கள் : (1) ந.சந்தோஷ்நாத், 37, மோதிலால் தெரு, கும்பகோணம். (2) அ.பிரவீன், 72, மோதிலால் தெரு, கும்பகோணம். (3) ச.சுனாகரன், 20/43-ஏ, மோதிலால் தெரு, கும்பகோணம். (4) இ.விஜ்ஞேஸ்ரியன், 119/46, மோதிலால் தெரு, கும்பகோணம். (5) செ.ஹரிஹரன், 46/119, மோதிலால் தெரு, கும்பகோணம். [40, 866, 315, 976]
role-paragraph: துணை அமைப்பாளர்கள் : (1) கு.ரெங்கநாதன், 40, இராஜாஜிபுரம் கோவில் தெரு, கும்பகோணம். (2) ஆ.அபிஷேக், 7/12314, வட்டப்பிள்ளையார் கோவில் தெரு, கும்பகோணம். (3) அ.செல்வின் தங்கதுரை, 12314, வட்டப்பிள்ளையார் கோவில் தெரு, கும்பகோணம். (4) ச.கிஷோர், 17, லயம்பரி விநாயகர் கோவில் தெரு, கும்பகோணம். (5) சீ.கோகேஷ், 24/36, தங்கவிலாஸ் நகர், கும்பகோணம். [40, 283, 315, 408]
role-label: பாகம் – 266 : [337, 922, 445, 936]
role-label: பாகம் – 216 : [40, 471, 114, 485]
role-label: பாகம் – 275 : [337, 631, 419, 644]
part-entry: பாகம் 246 : க.விக்னேஷ், 43–27, யாதவர் தெரு, கும்பகோணம், தஞ்சாவூர். [1228, 880, 1503, 909]
role-label: அமைப்பாளர் : [40, 1176, 134, 1190]
role-label: பாகம் – 243 : [337, 292, 430, 305]
part-entry: பாகம் – 277 : ஆ.ஹரிஹரன், 37, துவளர்குச்சிரித் தெரு, கும்பகோணம், தஞ்சாவூர். [634, 1466, 909, 1496]
role-label: பாகம் 245 : [1228, 620, 1291, 634]
part-entry: பாகம் – 137 : கு.வெங்கடேஷ், 4, திருக்கசாம் மேல்சலை, தாராசுரம், கும்பகோணம், தஞ்சாவூர். [634, 88, 909, 133]
role-paragraph: துணை அமைப்பாளர்கள் : (1) பர.ரூரியபிரகாஷ், 49, அஜ்ஜார் நகர், 2–வது தெரு, தாராசுரம், கும்பகோணம், தஞ்சாவூர். (2) மு.ரூதர்சன், 18, கோ.சிவணி நகர், ரயில்வே கேட், கும்பகோணம், தஞ்சாவூர். (3) அ.ஜீயஷ் கேஷவன், 21, கோ.சிவணி நகர், தாராசுரம், கும்பகோணம், தஞ்சாவூர். (4) ரா.சீனிவாசன், 37, கோ.சிவணி நகர், தாராசுரம், கும்பகோணம், தஞ்சாவூர். [337, 1694, 612, 1803]
part-entry: பாகம் – 212 : வை.நந்தகுமார், 20/4, மீனள் தெரு, கும்பகோணம். [40, 1383, 315, 1413]
section-subhead: பாக அமைப்பாளர்கள் : [1005, 206, 1132, 220]
header-rule-right [968, 40, 1457, 42]
ward-heading: 39 – வது வார்டு [1015, 628, 1122, 645]
role-label: துணை அமைப்பாளர்கள் : [40, 1543, 184, 1557]
role-paragraph: துணை அமைப்பாளர்கள் : (1) கு.வெங்கடேசன், 35, பழைய அரண்மனை தெரு, கும்பகோணம், தஞ்சாவூர். (2) செ.கார்த்திகேயன், 41, பழைய அரண்மனை தெரு, கும்பகோணம், தஞ்சாவூர். (3) ரா.சோதனாதிநாதன், 28, பழைய அரண்மனை தெரு, கும்பகோணம், தஞ்சாவூர். (4) கே.கோகுல், 37, கவனரத் தெரு, கும்பகோணம், தஞ்சாவூர். (5) ப.பெரியசாமி, 39, பழைய அரண்மனை தெரு, கும்பகோணம், தஞ்சாவூர். [337, 88, 612, 213]
role-label: பாகம் 283 : [1228, 265, 1293, 278]
role-label: பாகம் – 276 : [634, 1416, 725, 1429]
part-entry: பாகம் – 218 : மா.கதிரவன், 6/36, சிவகுருநாதன் தெரு, கும்பகோணம். [40, 180, 315, 209]
section-subhead: பாக அமைப்பாளர்கள் : [709, 1004, 834, 1018]
role-label: பாகம் 246 : [1228, 880, 1308, 893]
part-entry: பாகம் – 130 : கி.பாலா, 39, தெற்கு வெள்ளாளர் தெரு, கும்பகோணம், தஞ்சாவூர். [337, 1522, 612, 1552]
role-label: பாகம் – 280 : [40, 1748, 137, 1761]
role-paragraph: துணை அமைப்பாளர்கள் : (1) ரா.அபிஷேக், பு–9, அழகர அரசு வாரியம், கும்பகோணம், தஞ்சாவூர். (2) ரா.அருண், 26–பி, நாகேஸ்வரன் தெற்கு வீதி, கும்பகோணம், தஞ்சாவூர். (3) ச.தவின்குமார், 43, சாரங்கபானி கீழ வீதி, கும்பகோணம், தஞ்சாவூர். (4) கு.கோகதாரதன், 77–44, சாரங்கபானி கீழ வீதி, கும்பகோணம், தஞ்சாவூர். (5) பா.அரவிந்த், 56, சாரங்கபானி தெற்கு வீதி, கும்பகோணம், தஞ்சாவூர். [931, 363, 1206, 488]
part-entry: பாகம் – 141 : குர.அய்யனார், 13–7, கீழத்தெரு, எலும்புச் சுகாபாளையம், தாராசுரம், கும்பகோணம், தஞ்சாவூர். [634, 411, 909, 456]
role-paragraph: துணை அமைப்பாளர்கள் : (1) ரா.ராகேஷ், ஏ.ஆர்.ஆர். [634, 1966, 905, 1980]
role-paragraph: அமைப்பாளர் : தா.அமிர்தலிங்கன், 81, கக்கன் குடியிருப்பு, ஹாஜியார் தெரு, கும்பகோணம், தஞ்சாவூர். [634, 1916, 909, 1961]
part-entry: பாகம் – 136 : அ.ஹரிஹரன், 22, ராணுவ குடியிருப்பு, தாராசுரம், கும்பகோணம், தஞ்சாவூர். [337, 1901, 612, 1931]
role-paragraph: துணை அமைப்பாளர்கள் : (1) தி.நவீன்கிருஷ்ணா, 7–11, ரொக்ஸி தெரு, கும்பகோணம், தஞ்சாவூர். (2) மு.ஜெகதீஸ்வரன், 10–18, 22வது தெரு, கும்பகோணம், தஞ்சாவூர். (3) சி.பிரசாந்த், 2–12, எருத்துக்காரத் தெரு, கும்பகோணம், தஞ்சாவூர். [931, 997, 1206, 1074]
part-entry: பாகம் 261 : த.ஆறுமுகசாமி, 15டி, நாகேஸ்வரன் தெற்கு வீதி, கும்பகோணம், தஞ்சாவூர். [931, 517, 1206, 546]
role-paragraph: அமைப்பாளர் : சு.தமிழ்ச்செல்வன், 24–3–45, கம்பட்ட வில்வ நாதர் கீழ வீதி, கும்பகோணம், தஞ்சாவூர். [337, 377, 612, 406]
part-entry: பாகம் – 215 : எ.மனோஜ், 2/8, பிள்ளையார் கோவில் தெரு, கும்பகோணம். [40, 437, 315, 466]
part-entry: பாகம் – 273 : ச.பாலாஜி, 14, பேட்டை குதரைத் தெரு, தாராசுரம், கும்பகோணம், தஞ்சாவூர். [634, 1023, 909, 1053]
role-label: துணை அமைப்பாளர்கள் : [40, 575, 192, 588]
section-subhead: பாக அமைப்பாளர்கள் : [1302, 142, 1429, 156]
role-paragraph: துணை அமைப்பாளர்கள் : (1) ர.ஜிளையஸ்ரியன், 46–23, பாஞ்சாளி நகர், கும்பகோணம், தஞ்சாவூர். (2) ரா.ஆகாஷ்குமார், 24–3–25, கம்பட்ட வில்வநாதர் கீழ வீதி, கும்பகோணம், தஞ்சாவூர். (3) கு.ருவிலன், 49, முக்கண்ணன் தெரு, கும்பகோணம், தஞ்சாவூர். (4) சு.கோபிகோஷண்டம், 24–22, கம்பட்ட வில்வநாதர் மேல வீதி, கும்பகோணம், தஞ்சாவூர். (5) கு.ஹரிகிஷ்ஞன், 2–12, திருவண்ணாமலை மடத்துத் தெரு, கும்பகோணம், தஞ்சாவூர். [337, 411, 612, 552]
role-label: துணை அமைப்பாளர்கள் : [931, 363, 1083, 377]
ward-heading: 40 – வது வார்டு [1015, 936, 1122, 953]
column-3 [623, 80, 920, 2356]
role-label: துணை அமைப்பாளர்கள் : [337, 1694, 481, 1707]
role-label: துணை அமைப்பாளர்கள் : [1228, 758, 1377, 772]
ward-heading: 27 – வது வார்டு [125, 1482, 230, 1499]
role-paragraph: அமைப்பாளர் : ச.பிரதாகரன் 18–31, தெற்கு எருத்துக்காரத் தெரு, கும்பகோணம், தஞ்சாவூர். [931, 962, 1206, 992]
